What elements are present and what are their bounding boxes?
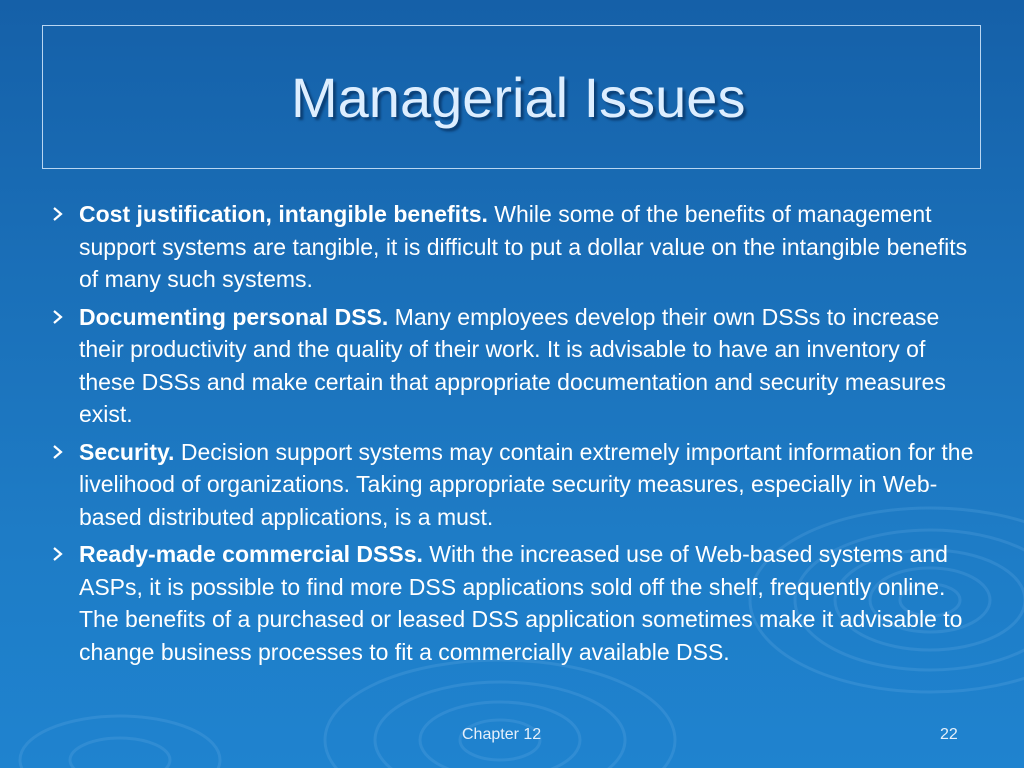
bullet-text: Decision support systems may contain extremely important information for the livelihood of organizations. Taking appropriate security measures, especially in Web-based distributed applications, is a must. <box>79 438 974 530</box>
bullet-heading: Cost justification, intangible benefits. <box>79 201 488 227</box>
arrow-bullet-icon <box>52 445 64 459</box>
arrow-bullet-icon <box>52 547 64 561</box>
bullet-item <box>50 538 985 668</box>
arrow-bullet-icon <box>52 207 64 221</box>
arrow-bullet-icon <box>52 310 64 324</box>
bullet-heading: Documenting personal DSS. <box>79 303 389 330</box>
bullet-text: With the increased use of Web-based systems and ASPs, it is possible to find more DSS applications sold off the shelf, frequently online. The benefits of a purchased or leased DSS application sometimes make it advisable to change business processes to fit a commercially available DSS. <box>79 541 963 665</box>
bullet-text: While some of the benefits of management support systems are tangible, it is difficult to put a dollar value on the intangible benefits of many such systems. <box>79 201 968 292</box>
bullet-item <box>50 198 985 296</box>
bullet-item <box>50 436 985 534</box>
bullet-heading: Ready-made commercial DSSs. <box>79 541 423 567</box>
bullet-text: Many employees develop their own DSSs to increase their productivity and the quality of their work. It is advisable to have an inventory of these DSSs and make certain that appropriate documentation and security measures exist. <box>79 303 946 427</box>
slide-number: 22 <box>940 726 958 743</box>
footer-chapter: Chapter 12 <box>462 726 542 743</box>
slide-title: Managerial Issues <box>291 66 746 129</box>
title-frame <box>42 25 981 169</box>
bullet-heading: Security. <box>79 438 175 465</box>
bullet-list <box>50 198 985 673</box>
bullet-item <box>50 301 985 431</box>
